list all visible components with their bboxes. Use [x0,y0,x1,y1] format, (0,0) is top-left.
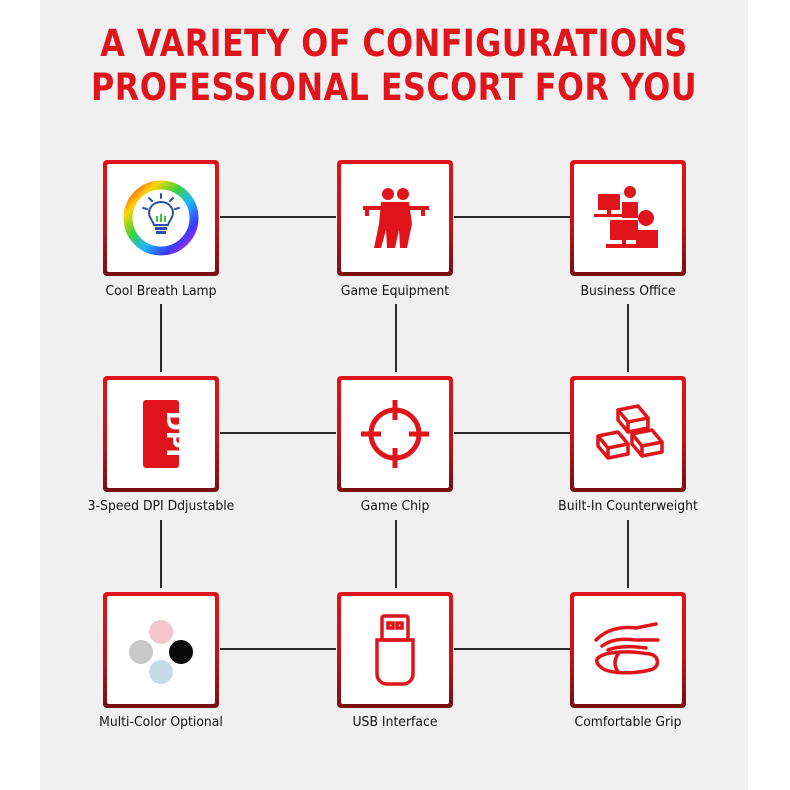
feature-tile-cool-breath-lamp [103,160,219,276]
feature-tile-game-equipment [337,160,453,276]
feature-label: Built-In Counterweight [558,498,698,514]
connector-v-c1-a [160,304,162,372]
connector-v-c3-b [627,520,629,588]
feature-tile-dpi [103,376,219,492]
feature-label: Business Office [580,283,676,299]
feature-label: USB Interface [352,714,438,730]
page-title [90,22,699,110]
crosshair-icon [355,394,435,474]
dot-black [169,640,193,664]
feature-tile-grip [570,592,686,708]
dot-gray [129,640,153,664]
title-line-2: PROFESSIONAL ESCORT FOR YOU [91,66,697,109]
dot-pink [149,620,173,644]
feature-label: Game Chip [360,498,430,514]
usb-icon [355,610,435,690]
dot-blue [149,660,173,684]
connector-h-r1-a [220,216,336,218]
feature-label: Multi-Color Optional [99,714,223,730]
connector-v-c1-b [160,520,162,588]
dpi-icon-text: DPI [161,410,189,458]
feature-tile-business-office [570,160,686,276]
feature-tile-multi-color [103,592,219,708]
feature-tile-game-chip [337,376,453,492]
gold-bars-icon [588,394,668,474]
feature-label: 3-Speed DPI Ddjustable [87,498,235,514]
connector-h-r2-b [454,432,570,434]
feature-label: Game Equipment [340,283,450,299]
connector-v-c2-b [395,520,397,588]
rainbow-bulb-icon [121,178,201,258]
title-line-1: A VARIETY OF CONFIGURATIONS [100,22,688,65]
connector-h-r3-b [454,648,570,650]
connector-h-r1-b [454,216,570,218]
soldiers-icon [355,178,435,258]
connector-h-r2-a [220,432,336,434]
dpi-icon [121,394,201,474]
connector-h-r3-a [220,648,336,650]
feature-tile-usb [337,592,453,708]
color-dots-icon [121,610,201,690]
connector-v-c3-a [627,304,629,372]
office-workers-icon [588,178,668,258]
feature-label: Cool Breath Lamp [105,283,217,299]
connector-v-c2-a [395,304,397,372]
hand-grip-icon [588,610,668,690]
feature-tile-counterweight [570,376,686,492]
feature-label: Comfortable Grip [574,714,682,730]
